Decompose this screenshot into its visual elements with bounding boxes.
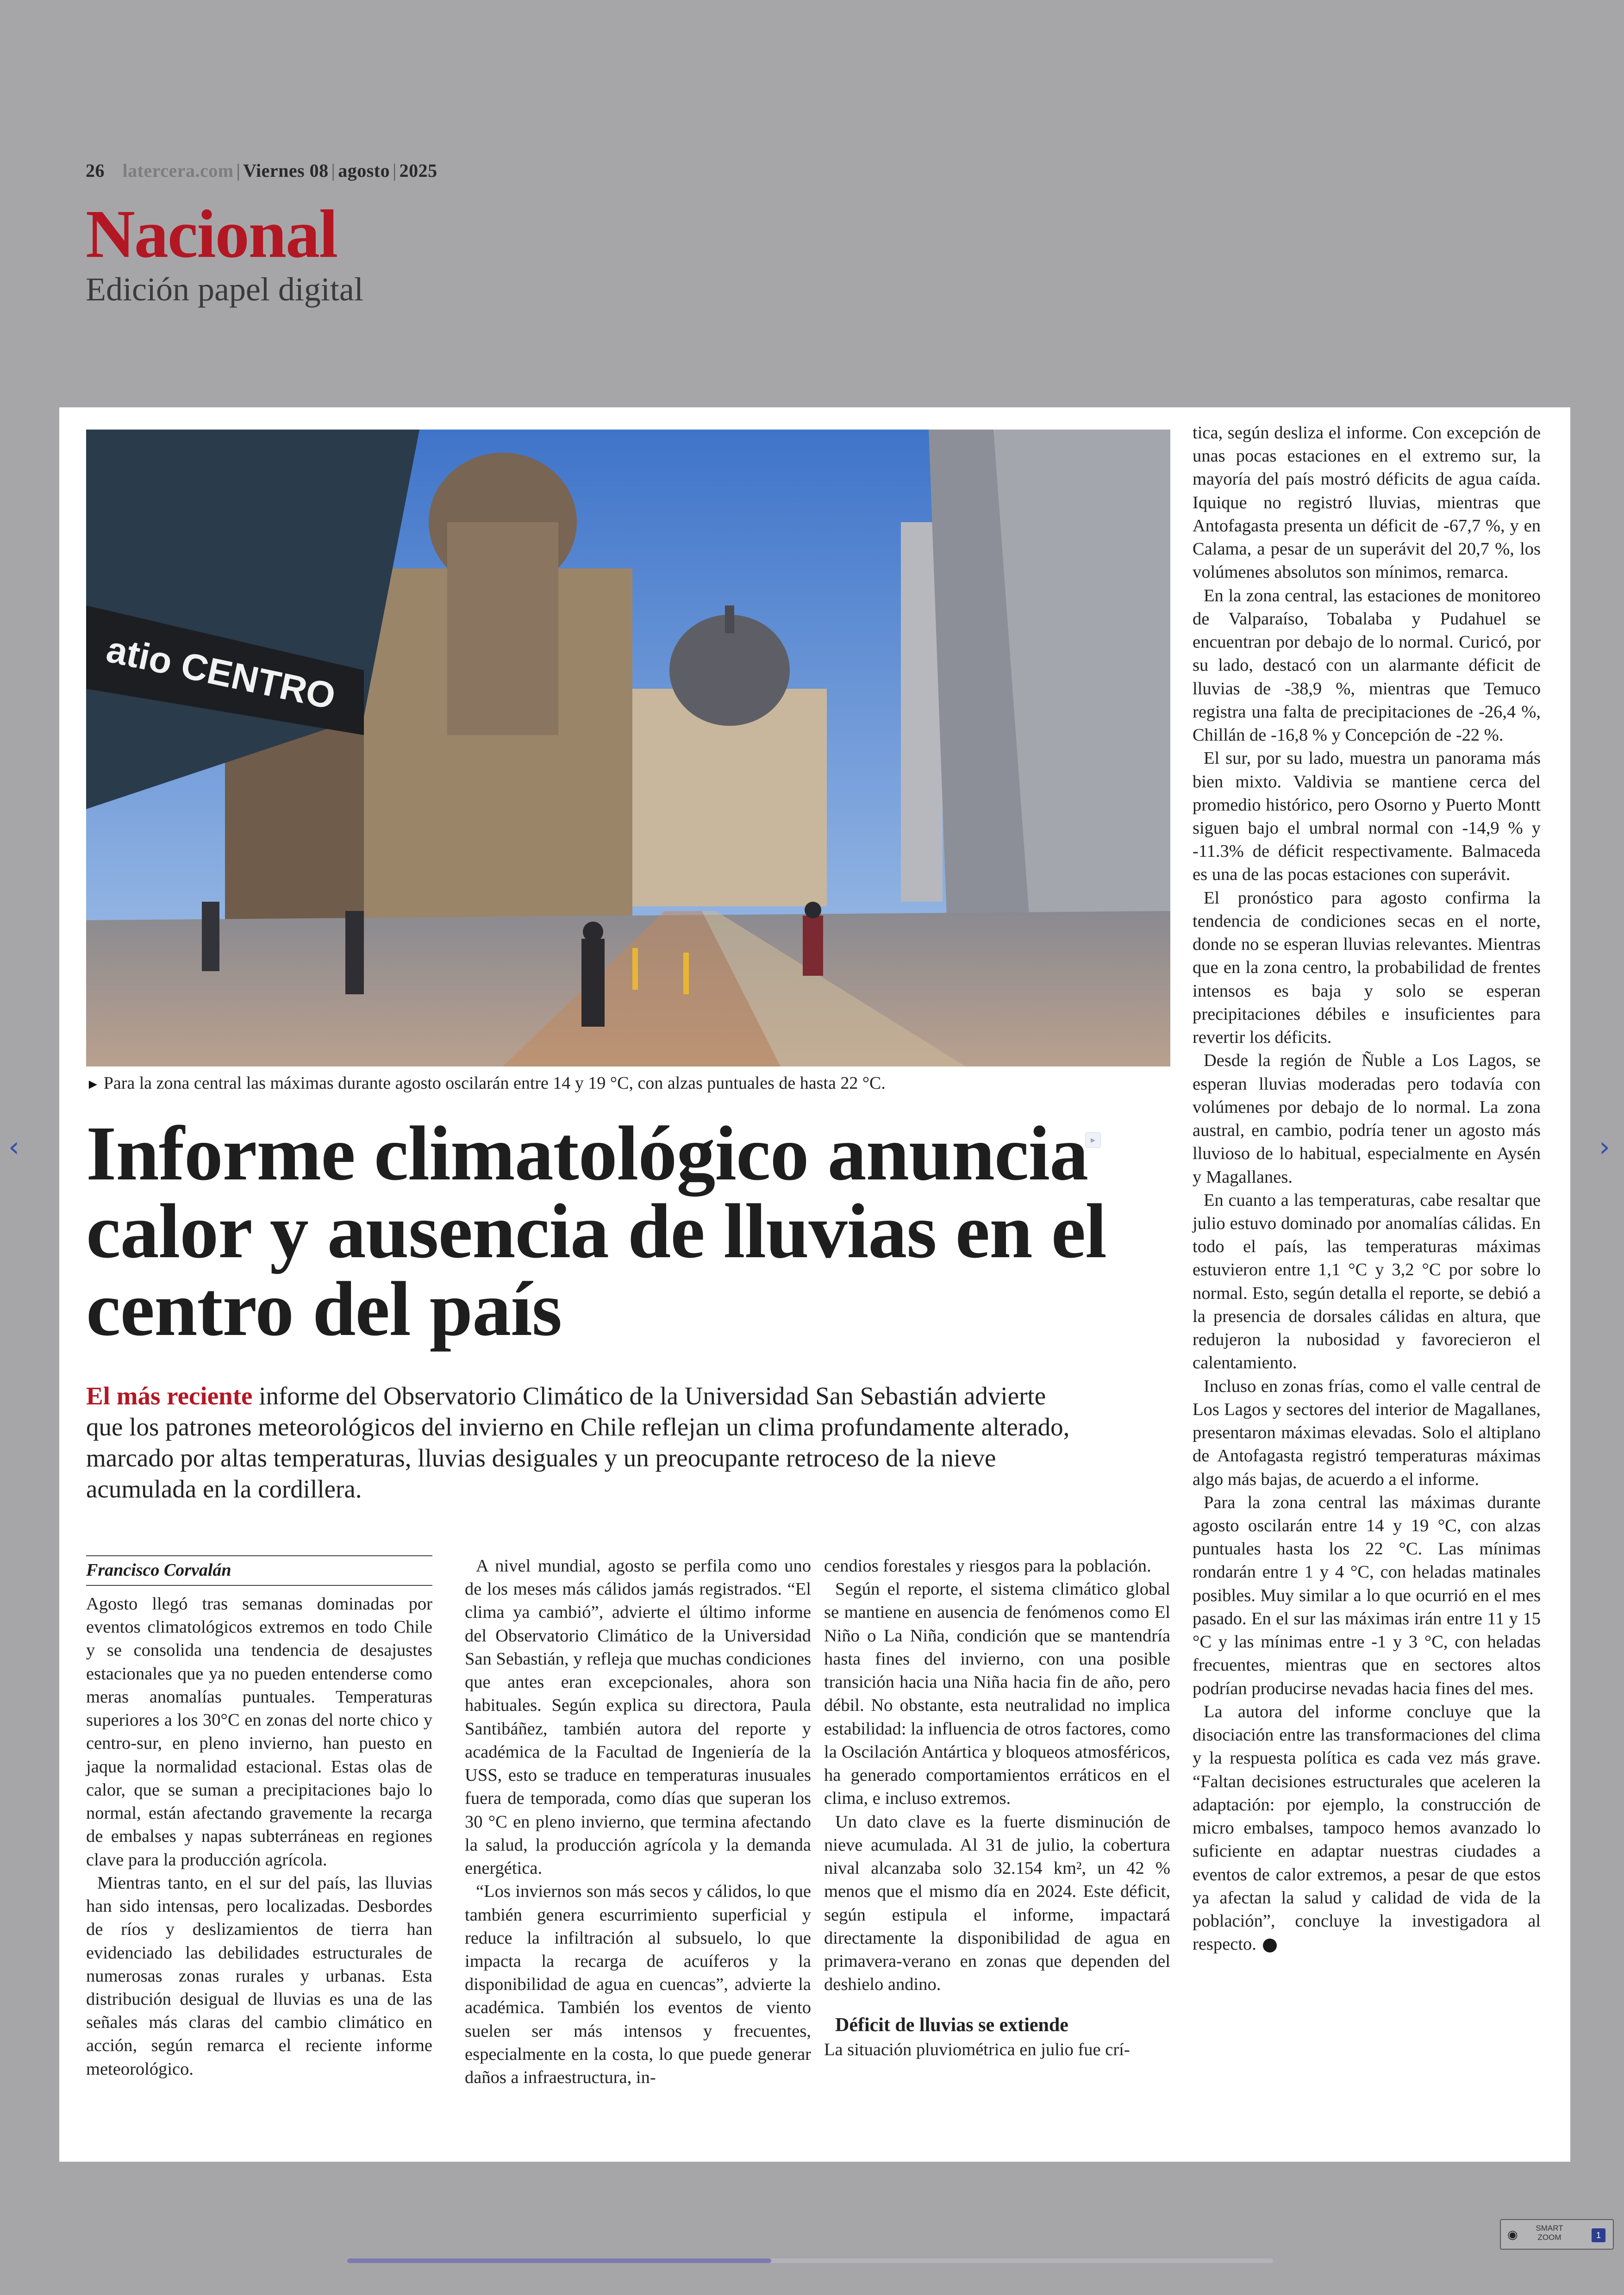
end-of-article-icon [1263,1939,1277,1952]
lead-paragraph [86,1380,1081,1504]
body-paragraph-final [1193,1700,1541,1956]
lead-highlight: El más reciente [86,1382,253,1410]
caption-arrow-icon: ► [86,1077,100,1092]
body-paragraph: Incluso en zonas frías, como el valle central de Los Lagos y sectores del interior de Magallanes, presentaron máximas elevadas. Solo el altiplano de Antofagasta registró temperaturas máximas algo más bajas, de acuerdo a el informe. [1193,1376,1541,1489]
body-column-2 [465,1554,811,2089]
body-paragraph: Según el reporte, el sistema climático global se mantiene en ausencia de fenómenos como El Niño o La Niña, condición que se mantendría hasta fines del invierno, con una posible transición hacia una Niña hacia fin de año, pero débil. No obstante, esta neutralidad no implica estabilidad: la influencia de otros factores, como la Oscilación Antártica y bloqueos atmosféricos, ha generado comportamientos erráticos en el clima, e incluso extremos. [824,1579,1170,1809]
final-paragraph-text: La autora del informe concluye que la disociación entre las transformaciones del clima y la respuesta política es cada vez más grave. “Faltan decisiones estructurales que aceleren la adaptación: por ejemplo, la construcción de micro embalses, tampoco hemos avanzado lo suficiente en adaptar nuestras ciudades a eventos de calor extremos, a pesar de que estos ya afectan la salud y calidad de vida de la población”, concluye la investigadora al respecto. [1193,1702,1541,1954]
body-paragraph: Un dato clave es la fuerte disminución de nieve acumulada. Al 31 de julio, la cobertura nival alcanzaba solo 32.154 km², un 42 % menos que el mismo día en 2024. Este déficit, según estipula el informe, impactará directamente la disponibilidad de agua en primavera-verano en zonas que dependen del deshielo andino. [824,1812,1170,1995]
body-paragraph: En cuanto a las temperaturas, cabe resaltar que julio estuvo dominado por anomalías cálidas. En todo el país, las temperaturas máximas estuvieron entre 1,1 °C y 3,2 °C por sobre lo normal. Esto, según detalla el reporte, se debió a la presencia de dorsales cálidas en altura, que redujeron la nubosidad y favorecieron el calentamiento. [1193,1190,1541,1373]
body-paragraph: “Los inviernos son más secos y cálidos, lo que también genera escurrimiento superficial y reduce la infiltración al subsuelo, lo que impacta la recarga de acuíferos y la disponibilidad de agua en cuencas”, advierte la académica. También los eventos de viento suelen ser más intensos y frecuentes, especialmente en la costa, lo que puede generar daños a infraestructura, in- [465,1882,811,2088]
date-month: agosto [338,160,390,181]
edition-subtitle: Edición papel digital [86,271,363,308]
chevron-right-icon: › [1599,1131,1610,1163]
page-number: 26 [86,160,105,181]
body-paragraph: cendios forestales y riesgos para la población. [824,1556,1151,1576]
author-name: Francisco Corvalán [86,1560,231,1580]
article-photo [86,430,1170,1066]
street-scene-image [86,430,1170,1066]
body-paragraph: La situación pluviométrica en julio fue crí- [824,2040,1130,2060]
date-weekday: Viernes 08 [243,160,329,181]
dateline: 26 latercera.com | Viernes 08 | agosto | 2025 [86,160,437,181]
smart-zoom-label: SMART ZOOM [1536,2224,1563,2242]
section-subhead: Déficit de lluvias se extiende [835,2014,1068,2036]
body-paragraph: En la zona central, las estaciones de monitoreo de Valparaíso, Tobalaba y Pudahuel se encuentran por debajo de lo normal. Curicó, por su lado, destacó con un alarmante déficit de lluvias de -38,9 %, mientras que Temuco registra una falta de precipitaciones de -26,4 %, Chillán de -16,8 % y Concepción de -22 %. [1193,586,1541,745]
body-paragraph: Desde la región de Ñuble a Los Lagos, se esperan lluvias moderadas pero todavía con volúmenes por debajo de lo normal. La zona austral, en cambio, podría tener un agosto más lluvioso de lo habitual, especialmente en Aysén y Magallanes. [1193,1051,1541,1187]
headline: Informe climatológico anuncia calor y ausencia de lluvias en el centro del país [86,1110,1106,1352]
prev-page-button[interactable] [8,1133,19,1161]
next-page-button[interactable] [1599,1133,1610,1161]
body-paragraph: tica, según desliza el informe. Con excepción de unas pocas estaciones en el extremo sur, la mayoría del país mostró déficits de agua caída. Iquique no registró lluvias, mientras que Antofagasta presenta un déficit de -67,7 %, y en Calama, a pesar de un superávit del 20,7 %, los volúmenes absolutos son mínimos, remarca. [1193,423,1541,582]
body-paragraph: Para la zona central las máximas durante agosto oscilarán entre 14 y 19 °C, con alzas puntuales hasta los 22 °C. Las mínimas rondarán entre 1 y 4 °C, con heladas matinales posibles. Muy similar a lo que ocurrió en el mes pasado. En el sur las máximas irán entre 11 y 15 °C y las mínimas entre -1 y 3 °C, con heladas frecuentes, mientras que en sectores altos podrían producirse nevadas hacia fines del mes. [1193,1492,1541,1698]
body-paragraph: El sur, por su lado, muestra un panorama más bien mixto. Valdivia se mantiene cerca del promedio histórico, pero Osorno y Puerto Montt siguen bajo el umbral normal con -14,9 % y -11.3% de déficit respectivamente. Balmaceda es una de las pocas estaciones con superávit. [1193,748,1541,885]
photo-caption [86,1073,1170,1093]
site-name: latercera.com [122,160,234,181]
plaza-sign-text: atio CENTRO [103,628,339,717]
ad-choices-icon[interactable]: ▸ [1085,1132,1101,1148]
section-title: Nacional [86,196,337,272]
newspaper-page [59,407,1570,2162]
date-year: 2025 [399,160,437,181]
body-column-1 [86,1592,432,2081]
body-paragraph: El pronóstico para agosto confirma la tendencia de condiciones secas en el norte, donde no se esperan lluvias relevantes. Mientras que en la zona centro, la probabilidad de frentes intensos es baja y solo se esperan precipitaciones débiles e insuficientes para revertir los déficits. [1193,888,1541,1048]
smart-zoom-button[interactable] [1500,2219,1614,2250]
chevron-left-icon: ‹ [8,1131,19,1163]
page-progress-fill [347,2258,771,2263]
body-paragraph: A nivel mundial, agosto se perfila como uno de los meses más cálidos jamás registrados. “El clima ya cambió”, advierte el último informe del Observatorio Climático de la Universidad San Sebastián, y refleja que muchas condiciones que antes eran excepcionales, ahora son habituales. Según explica su directora, Paula Santibáñez, también autora del reporte y académica de la Facultad de Ingeniería de la USS, esto se traduce en temperaturas inusuales fuera de temporada, como días que superan los 30 °C en pleno invierno, que termina afectando la salud, la producción agrícola y la demanda energética. [465,1556,811,1878]
body-paragraph: Mientras tanto, en el sur del país, las lluvias han sido intensas, pero localizadas. Desbordes de ríos y deslizamientos de tierra han evidenciado las debilidades estructurales de numerosas zonas rurales y urbanas. Esta distribución desigual de lluvias es una de las señales más claras del cambio climático en acción, según remarca el reciente informe meteorológico. [86,1873,432,2079]
page-header [86,160,437,308]
lead-text: informe del Observatorio Climático de la Universidad San Sebastián advierte que los patrones meteorológicos del invierno en Chile reflejan un clima profundamente alterado, marcado por altas temperaturas, lluvias desiguales y un preocupante retroceso de la nieve acumulada en la cordillera. [86,1382,1070,1503]
smart-zoom-badge: 1 [1592,2228,1605,2242]
eye-icon: ◉ [1507,2227,1518,2241]
caption-text: Para la zona central las máximas durante agosto oscilarán entre 14 y 19 °C, con alzas puntuales de hasta 22 °C. [103,1073,886,1093]
body-column-4 [1193,421,1541,1956]
body-paragraph: Agosto llegó tras semanas dominadas por eventos climatológicos extremos en todo Chile y se consolida una tendencia de desajustes estacionales que ya no pueden entenderse como meras anomalías puntuales. Temperaturas superiores a los 30°C en zonas del norte chico y centro-sur, en pleno invierno, han puesto en jaque la normalidad estacional. Estas olas de calor, que se suman a precipitaciones bajo lo normal, están afectando gravemente la recarga de embalses y napas subterráneas en regiones clave para la producción agrícola. [86,1594,432,1870]
body-column-3 [824,1554,1170,2061]
byline-box [86,1555,432,1586]
page-progress-bar[interactable] [347,2258,1273,2263]
